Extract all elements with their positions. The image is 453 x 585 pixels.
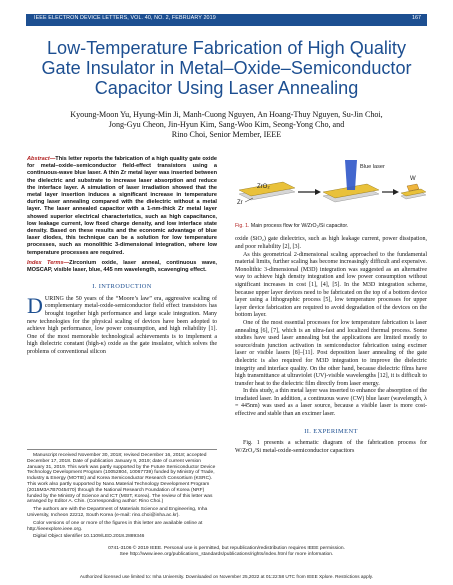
arrowhead-2 xyxy=(393,189,399,195)
intro-paragraph-text: URING the 50 years of the “Moore’s law” era, aggressive scaling of complementary metal-oxide-semiconductor field effect transistors has brought together high performance and large scale integration. Many new technologies for the physical scaling of devices have been adopted to achieve high performance, low power consumption, and high reliability [1]. One of the most memorable technological achievements is to implement a high dielectric constant (high-κ) oxide as the gate insulator, which solves the problems of conventional silicon xyxy=(27,295,217,355)
arrowhead-1 xyxy=(315,189,321,195)
right-paragraph-5: Fig. 1 presents a schematic diagram of the fabrication process for W/ZrO₂/Si metal-oxide-semiconductor capacitors xyxy=(235,440,427,454)
figure-1-diagram xyxy=(235,156,427,220)
footnote-doi: Digital Object Identifier 10.1109/LED.2018.2889346 xyxy=(33,534,145,540)
right-paragraph-4: In this study, a thin metal layer was inserted to enhance the absorption of the irradiated laser. In addition, a continuous wave (CW) blue laser (wavelength, λ = 445nm) was used as a laser source, because a visible laser is more cost-effective and stable than an excimer laser. xyxy=(235,388,427,418)
w-label: W xyxy=(410,176,416,182)
figure-1-caption-text: Main process flow for W/ZrO₂/Si capacitor. xyxy=(250,223,349,229)
index-terms xyxy=(27,260,217,274)
copyright-line: See http://www.ieee.org/publications_standards/publications/rights/index.html for more information. xyxy=(119,551,334,557)
right-paragraph-1: oxide (SiO₂) gate dielectrics, such as high leakage current, power dissipation, and poor reliability [2], [3]. xyxy=(235,236,427,250)
index-terms-lead: Index Terms— xyxy=(27,259,70,266)
index-terms-text: Zirconium oxide, laser anneal, continuous wave, MOSCAP, visible laser, blue, 445 nm wavelength, scavenging effect. xyxy=(27,259,217,274)
page-number: 167 xyxy=(412,15,421,21)
journal-header-bar xyxy=(26,14,427,26)
title-line: Gate Insulator in Metal–Oxide–Semiconductor xyxy=(41,58,412,78)
blue-laser-label: Blue laser xyxy=(360,164,385,170)
blue-laser-beam xyxy=(345,160,357,190)
author-line: Jong-Gyu Cheon, Jin-Hyun Kim, Sang-Woo Kim, Seong-Yong Cho, and xyxy=(108,120,345,129)
author-list xyxy=(30,110,423,140)
figure-1-caption-label: Fig. 1. xyxy=(235,223,250,229)
section-heading-experiment: II. EXPERIMENT xyxy=(304,427,358,435)
left-column xyxy=(27,156,217,357)
paper-title xyxy=(36,38,417,98)
right-column xyxy=(235,156,427,455)
zr-label: Zr xyxy=(237,200,243,206)
zro2-label: ZrO₂ xyxy=(257,184,270,190)
section-heading-introduction: I. INTRODUCTION xyxy=(92,283,152,291)
right-paragraph-2: As this geometrical 2-dimensional scaling approached to the fundamental material limits, further scaling has become increasingly difficult and expensive. Monolithic 3-dimensional (M3D) integration was suggested as an alternative way to achieve high density integration and low power consumption without significant increases in cost [1], [4], [5]. In the M3D integration scheme, because upper layer devices need to be fabricated on the top of a bottom device layer using a lithographic process [5], low temperature processes for upper layer device fabrication are required to avoid degradation of the devices on the bottom layer. xyxy=(235,251,427,319)
abstract-text: This letter reports the fabrication of a high quality gate oxide for metal–oxide–semiconductor field-effect transistors using a continuous-wave blue laser. A thin Zr metal layer was inserted between the dielectric and substrate to increase laser absorption and reduce the interface layer. A simulation of laser irradiation showed that the metal layer insertion induces a significant increase in temperature during laser annealing compared with the dielectric without a metal layer. The laser annealed capacitor with a 1-nm-thick Zr metal layer showed superior electrical characteristics, such as high capacitance, low leakage current, low fixed charge density, and low interface state density. Based on these results and the economic advantage of blue laser diodes, this technique can be a solution for low temperature processes, such as monolithic 3-dimensional integration, where low temperature processes are required. xyxy=(27,156,217,256)
drop-cap: D xyxy=(27,292,43,318)
footnote xyxy=(27,449,217,542)
authorized-use-notice: Authorized licensed use limited to: Inha University. Downloaded on November 25,2022 at 01:22:58 UTC from IEEE Xplore. Restrictions apply. xyxy=(79,574,374,579)
intro-paragraph xyxy=(27,292,217,357)
footnote-color-note: Color versions of one or more of the figures in this letter are available online at http://ieeexplore.ieee.org. xyxy=(27,520,203,532)
footnote-manuscript: Manuscript received November 30, 2018; revised December 16, 2018; accepted December 17, 2018. Date of publication January 9, 2019; date of current version January 31, 2019. This work was partly supported by the Future Semiconductor Device Technology Development Program (10052804, 10067739) funded by Ministry of Trade, Industry & Energy (MOTIE) and Korea Semiconductor Research Consortium (KSRC). This work also partly supported by Nano.Material Technology Development Program (2015M3A7B7045470) through the National Research Foundation of Korea (NRF) funded by the Ministry of Science and ICT (MSIT, Korea). The review of this letter was arranged by Editor A. Chin. (Corresponding author: Rino Choi.) xyxy=(27,453,216,505)
copyright-notice xyxy=(60,546,393,558)
right-paragraph-3: One of the most essential processes for low temperature fabrication is laser annealing [6], [7], which is an ultra-fast and localized thermal process. Some studies have used laser annealing but the applications are limited mostly to source/drain junction activation in semiconductor fabrication using excimer laser or visible lasers [8]–[11]. Post deposition laser annealing of the gate dielectric is also required for M3D integration to improve the dielectric integrity and interface quality. On the other hand, because dielectric films have high transmittance at ultraviolet (UV)-visible wavelengths [12], it is difficult to transfer heat to the dielectric film directly from laser energy. xyxy=(235,319,427,387)
figure-1 xyxy=(235,156,427,220)
author-line: Kyoung-Moon Yu, Hyung-Min Ji, Manh-Cuong Nguyen, An Hoang-Thuy Nguyen, Su-Jin Choi, xyxy=(70,110,383,119)
title-line: Capacitor Using Laser Annealing xyxy=(94,78,359,98)
copyright-line: 0741-3106 © 2019 IEEE. Personal use is permitted, but republication/redistribution requires IEEE permission. xyxy=(108,546,345,551)
figure-1-caption xyxy=(235,223,427,229)
journal-name: IEEE ELECTRON DEVICE LETTERS, VOL. 40, NO. 2, FEBRUARY 2019 xyxy=(34,15,216,21)
title-line: Low-Temperature Fabrication of High Quality xyxy=(46,38,407,58)
abstract-lead: Abstract— xyxy=(27,156,56,162)
author-line: Rino Choi, Senior Member, IEEE xyxy=(171,130,282,139)
abstract xyxy=(27,156,217,257)
footnote-affiliation: The authors are with the Department of Materials Science and Engineering, Inha University, Incheon 22212, South Korea (e-mail: rino.choi@inha.ac.kr). xyxy=(27,507,208,518)
